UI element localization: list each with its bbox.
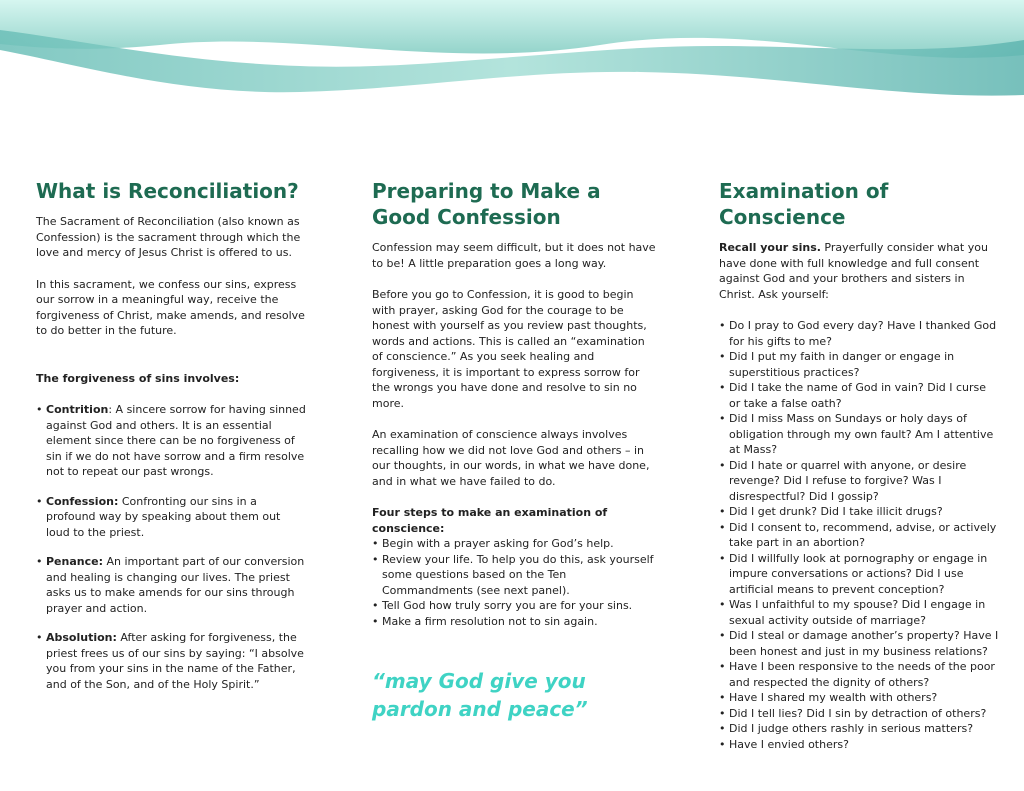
column-preparing-confession xyxy=(372,178,657,723)
heading-examination-conscience: Examination of Conscience xyxy=(719,179,889,229)
list-item-question: • Did I consent to, recommend, advise, or actively take part in an abortion? xyxy=(719,520,999,551)
term-penance: Penance: xyxy=(46,555,103,568)
paragraph-sacrament-intro: The Sacrament of Reconciliation (also known as Confession) is the sacrament through which the love and mercy of Jesus Christ is offered to us. xyxy=(36,215,301,259)
list-item-step: • Make a firm resolution not to sin again. xyxy=(372,614,657,630)
list-item-question: • Have I shared my wealth with others? xyxy=(719,690,999,706)
paragraph-confession-difficult: Confession may seem difficult, but it does not have to be! A little preparation goes a long way. xyxy=(372,241,656,270)
term-confession: Confession: xyxy=(46,494,119,508)
column-reconciliation xyxy=(36,178,306,692)
text-contrition: : A sincere sorrow for having sinned against God and others. It is an essential element since there can be no forgiveness of sin if we do not have sorrow and a firm resolve not to repeat our past wrongs. xyxy=(46,403,306,478)
subheading-four-steps: Four steps to make an examination of conscience: xyxy=(372,506,608,535)
column-examination-conscience xyxy=(719,178,999,752)
questions-list xyxy=(719,318,999,752)
paragraph-examination-involves: An examination of conscience always involves recalling how we did not love God and others – in our thoughts, in our words, in what we have done, and in what we have failed to do. xyxy=(372,428,650,488)
list-item-question: • Do I pray to God every day? Have I thanked God for his gifts to me? xyxy=(719,318,999,349)
list-item-contrition xyxy=(36,402,306,480)
list-item-penance xyxy=(36,554,306,616)
term-absolution: Absolution: xyxy=(46,631,117,644)
list-item-question: • Did I put my faith in danger or engage in superstitious practices? xyxy=(719,349,999,380)
lead-text: Prayerfully consider what you have done with full knowledge and full consent against God and your brothers and sisters in Christ. Ask yourself: xyxy=(719,241,988,301)
list-item-step: • Begin with a prayer asking for God’s help. xyxy=(372,536,657,552)
list-item-question: • Have I been responsive to the needs of the poor and respected the dignity of others? xyxy=(719,659,999,690)
list-item-question: • Did I steal or damage another’s property? Have I been honest and just in my business relations? xyxy=(719,628,999,659)
list-item-question: • Have I envied others? xyxy=(719,737,999,753)
pull-quote: “may God give you pardon and peace” xyxy=(372,669,588,721)
text-confession: Confronting our sins in a profound way by speaking about them out loud to the priest. xyxy=(46,494,281,539)
list-item-question: • Did I take the name of God in vain? Did I curse or take a false oath? xyxy=(719,380,999,411)
heading-what-is-reconciliation: What is Reconciliation? xyxy=(36,179,299,203)
paragraph-confess-sins: In this sacrament, we confess our sins, express our sorrow in a meaningful way, receive the forgiveness of Christ, make amends, and resolve to do better in the future. xyxy=(36,277,305,337)
list-item-absolution xyxy=(36,630,306,692)
list-item-question: • Did I get drunk? Did I take illicit drugs? xyxy=(719,504,999,520)
list-item-question: • Did I miss Mass on Sundays or holy days of obligation through my own fault? Am I attentive at Mass? xyxy=(719,411,999,458)
header-wave-banner xyxy=(0,0,1024,120)
heading-preparing-confession: Preparing to Make a Good Confession xyxy=(372,179,601,229)
list-item-confession xyxy=(36,494,306,541)
paragraph-before-confession: Before you go to Confession, it is good to begin with prayer, asking God for the courage to be honest with yourself as you review past thoughts, words and actions. This is called an “examination of conscience.” As you seek healing and forgiveness, it is important to express sorrow for the wrongs you have done and resolve to sin no more. xyxy=(372,288,647,410)
forgiveness-list xyxy=(36,402,306,692)
list-item-step: • Tell God how truly sorry you are for your sins. xyxy=(372,598,657,614)
list-item-question: • Did I judge others rashly in serious matters? xyxy=(719,721,999,737)
subheading-forgiveness-involves: The forgiveness of sins involves: xyxy=(36,371,240,385)
list-item-question: • Did I hate or quarrel with anyone, or desire revenge? Did I refuse to forgive? Was I disrespectful? Did I gossip? xyxy=(719,458,999,505)
paragraph-recall-sins xyxy=(719,240,999,302)
term-contrition: Contrition xyxy=(46,403,109,416)
list-item-question: • Did I tell lies? Did I sin by detraction of others? xyxy=(719,706,999,722)
text-absolution: After asking for forgiveness, the priest frees us of our sins by saying: “I absolve you from your sins in the name of the Father, and of the Son, and of the Holy Spirit.” xyxy=(46,631,304,691)
list-item-step: • Review your life. To help you do this, ask yourself some questions based on the Ten Commandments (see next panel). xyxy=(372,552,657,599)
four-steps-list xyxy=(372,536,657,629)
list-item-question: • Did I willfully look at pornography or engage in impure conversations or actions? Did I use artificial means to prevent conception? xyxy=(719,551,999,598)
text-penance: An important part of our conversion and healing is changing our lives. The priest asks us to make amends for our sins through prayer and action. xyxy=(46,555,305,615)
lead-recall-sins: Recall your sins. xyxy=(719,241,821,254)
list-item-question: • Was I unfaithful to my spouse? Did I engage in sexual activity outside of marriage? xyxy=(719,597,999,628)
